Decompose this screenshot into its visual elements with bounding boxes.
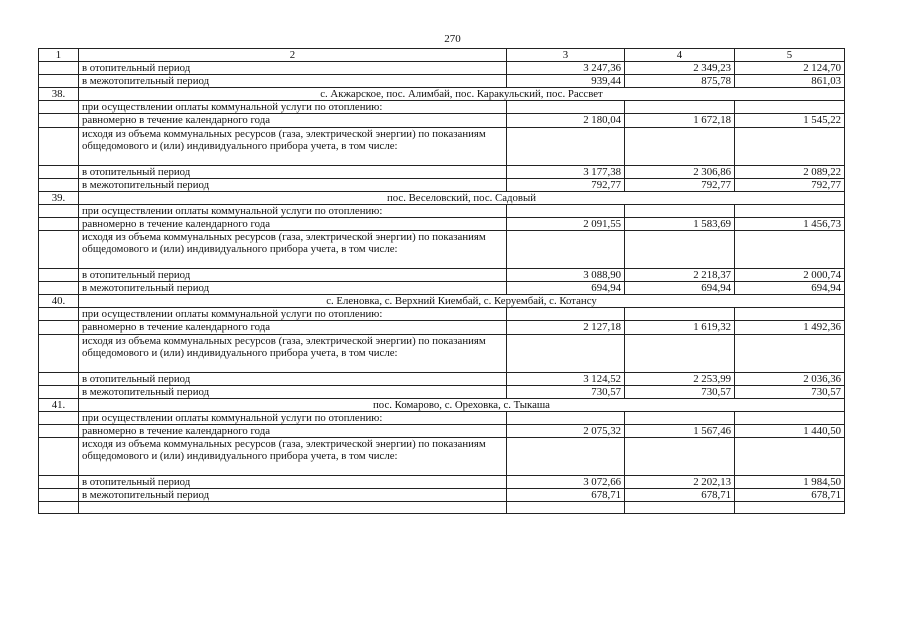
row-label: равномерно в течение календарного года [79,424,507,437]
table-row [39,424,845,437]
table-row [39,114,845,127]
value-cell: 2 349,23 [625,62,735,75]
empty-cell [625,502,735,514]
value-cell [507,411,625,424]
value-cell: 2 127,18 [507,321,625,334]
header-row [39,49,845,62]
value-cell: 3 124,52 [507,372,625,385]
row-number-cell [39,321,79,334]
value-cell: 678,71 [625,489,735,502]
value-cell [625,204,735,217]
value-cell: 730,57 [625,385,735,398]
value-cell [625,334,735,372]
empty-cell [39,502,79,514]
value-cell: 2 089,22 [735,165,845,178]
row-label: в межотопительный период [79,282,507,295]
empty-cell [79,502,507,514]
header-cell: 4 [625,49,735,62]
section-header-row [39,398,845,411]
section-number: 41. [39,398,79,411]
table-row [39,282,845,295]
value-cell: 3 088,90 [507,269,625,282]
table-row [39,502,845,514]
row-label: равномерно в течение календарного года [79,114,507,127]
table-row [39,308,845,321]
row-number-cell [39,75,79,88]
row-number-cell [39,282,79,295]
section-header-row [39,295,845,308]
row-number-cell [39,424,79,437]
section-title: с. Еленовка, с. Верхний Киембай, с. Керуембай, с. Котансу [79,295,845,308]
row-number-cell [39,475,79,488]
value-cell: 2 075,32 [507,424,625,437]
header-cell: 1 [39,49,79,62]
value-cell: 1 440,50 [735,424,845,437]
row-number-cell [39,127,79,165]
table-row [39,231,845,269]
table-row [39,385,845,398]
row-number-cell [39,217,79,230]
header-cell: 5 [735,49,845,62]
table-row [39,204,845,217]
row-number-cell [39,385,79,398]
value-cell [625,308,735,321]
section-number: 39. [39,191,79,204]
value-cell: 678,71 [507,489,625,502]
row-number-cell [39,437,79,475]
value-cell [507,204,625,217]
table-row [39,62,845,75]
section-header-row [39,88,845,101]
value-cell [507,231,625,269]
row-number-cell [39,231,79,269]
section-number: 38. [39,88,79,101]
row-label: исходя из объема коммунальных ресурсов (газа, электрической энергии) по показаниям общедомового и (или) индивидуального прибора учета, в том числе: [79,437,507,475]
value-cell [625,101,735,114]
row-number-cell [39,62,79,75]
value-cell: 2 180,04 [507,114,625,127]
value-cell: 694,94 [625,282,735,295]
table-row [39,165,845,178]
row-number-cell [39,269,79,282]
value-cell: 2 124,70 [735,62,845,75]
table-row [39,217,845,230]
table-row [39,411,845,424]
table-row [39,489,845,502]
value-cell: 2 091,55 [507,217,625,230]
section-title: пос. Веселовский, пос. Садовый [79,191,845,204]
value-cell: 792,77 [625,178,735,191]
value-cell: 875,78 [625,75,735,88]
table-row [39,101,845,114]
row-label: при осуществлении оплаты коммунальной услуги по отоплению: [79,411,507,424]
row-label: в межотопительный период [79,178,507,191]
row-number-cell [39,308,79,321]
table-row [39,321,845,334]
value-cell [507,437,625,475]
value-cell: 2 000,74 [735,269,845,282]
page-number: 270 [444,33,461,45]
value-cell [625,411,735,424]
row-label: при осуществлении оплаты коммунальной услуги по отоплению: [79,204,507,217]
header-cell: 3 [507,49,625,62]
row-label: равномерно в течение календарного года [79,321,507,334]
row-label: в межотопительный период [79,385,507,398]
header-cell: 2 [79,49,507,62]
value-cell [735,334,845,372]
value-cell: 3 247,36 [507,62,625,75]
table-row [39,437,845,475]
value-cell: 861,03 [735,75,845,88]
value-cell [735,127,845,165]
row-label: в отопительный период [79,62,507,75]
row-number-cell [39,204,79,217]
value-cell: 792,77 [735,178,845,191]
empty-cell [735,502,845,514]
value-cell: 2 306,86 [625,165,735,178]
tariff-table [38,48,845,514]
value-cell: 1 567,46 [625,424,735,437]
row-label: исходя из объема коммунальных ресурсов (газа, электрической энергии) по показаниям общедомового и (или) индивидуального прибора учета, в том числе: [79,231,507,269]
section-title: пос. Комарово, с. Ореховка, с. Тыкаша [79,398,845,411]
value-cell: 3 177,38 [507,165,625,178]
row-label: при осуществлении оплаты коммунальной услуги по отоплению: [79,101,507,114]
section-number: 40. [39,295,79,308]
value-cell [735,204,845,217]
value-cell: 730,57 [507,385,625,398]
value-cell: 2 036,36 [735,372,845,385]
value-cell: 2 218,37 [625,269,735,282]
value-cell: 694,94 [735,282,845,295]
row-label: в отопительный период [79,165,507,178]
row-label: равномерно в течение календарного года [79,217,507,230]
row-label: исходя из объема коммунальных ресурсов (газа, электрической энергии) по показаниям общедомового и (или) индивидуального прибора учета, в том числе: [79,127,507,165]
value-cell [507,127,625,165]
value-cell: 792,77 [507,178,625,191]
row-label: в межотопительный период [79,75,507,88]
value-cell: 1 984,50 [735,475,845,488]
section-title: с. Акжарское, пос. Алимбай, пос. Каракульский, пос. Рассвет [79,88,845,101]
value-cell: 2 202,13 [625,475,735,488]
value-cell: 1 583,69 [625,217,735,230]
table-row [39,178,845,191]
section-header-row [39,191,845,204]
value-cell: 939,44 [507,75,625,88]
row-label: в отопительный период [79,269,507,282]
value-cell: 1 545,22 [735,114,845,127]
value-cell: 1 456,73 [735,217,845,230]
row-label: исходя из объема коммунальных ресурсов (газа, электрической энергии) по показаниям общедомового и (или) индивидуального прибора учета, в том числе: [79,334,507,372]
value-cell [625,437,735,475]
value-cell [625,127,735,165]
table-row [39,75,845,88]
row-label: в межотопительный период [79,489,507,502]
value-cell: 1 492,36 [735,321,845,334]
row-number-cell [39,101,79,114]
table-row [39,127,845,165]
value-cell: 694,94 [507,282,625,295]
table-row [39,372,845,385]
row-number-cell [39,489,79,502]
row-label: в отопительный период [79,372,507,385]
value-cell [735,101,845,114]
table-row [39,475,845,488]
value-cell [625,231,735,269]
value-cell: 1 619,32 [625,321,735,334]
row-number-cell [39,411,79,424]
value-cell [507,308,625,321]
row-number-cell [39,165,79,178]
value-cell [735,437,845,475]
table-row [39,334,845,372]
value-cell: 2 253,99 [625,372,735,385]
row-label: в отопительный период [79,475,507,488]
value-cell: 678,71 [735,489,845,502]
row-number-cell [39,372,79,385]
value-cell: 3 072,66 [507,475,625,488]
row-number-cell [39,334,79,372]
row-number-cell [39,178,79,191]
row-label: при осуществлении оплаты коммунальной услуги по отоплению: [79,308,507,321]
value-cell: 1 672,18 [625,114,735,127]
value-cell [735,308,845,321]
value-cell [507,334,625,372]
value-cell [735,231,845,269]
value-cell: 730,57 [735,385,845,398]
tariff-table-body [39,49,845,514]
table-row [39,269,845,282]
value-cell [507,101,625,114]
value-cell [735,411,845,424]
row-number-cell [39,114,79,127]
empty-cell [507,502,625,514]
